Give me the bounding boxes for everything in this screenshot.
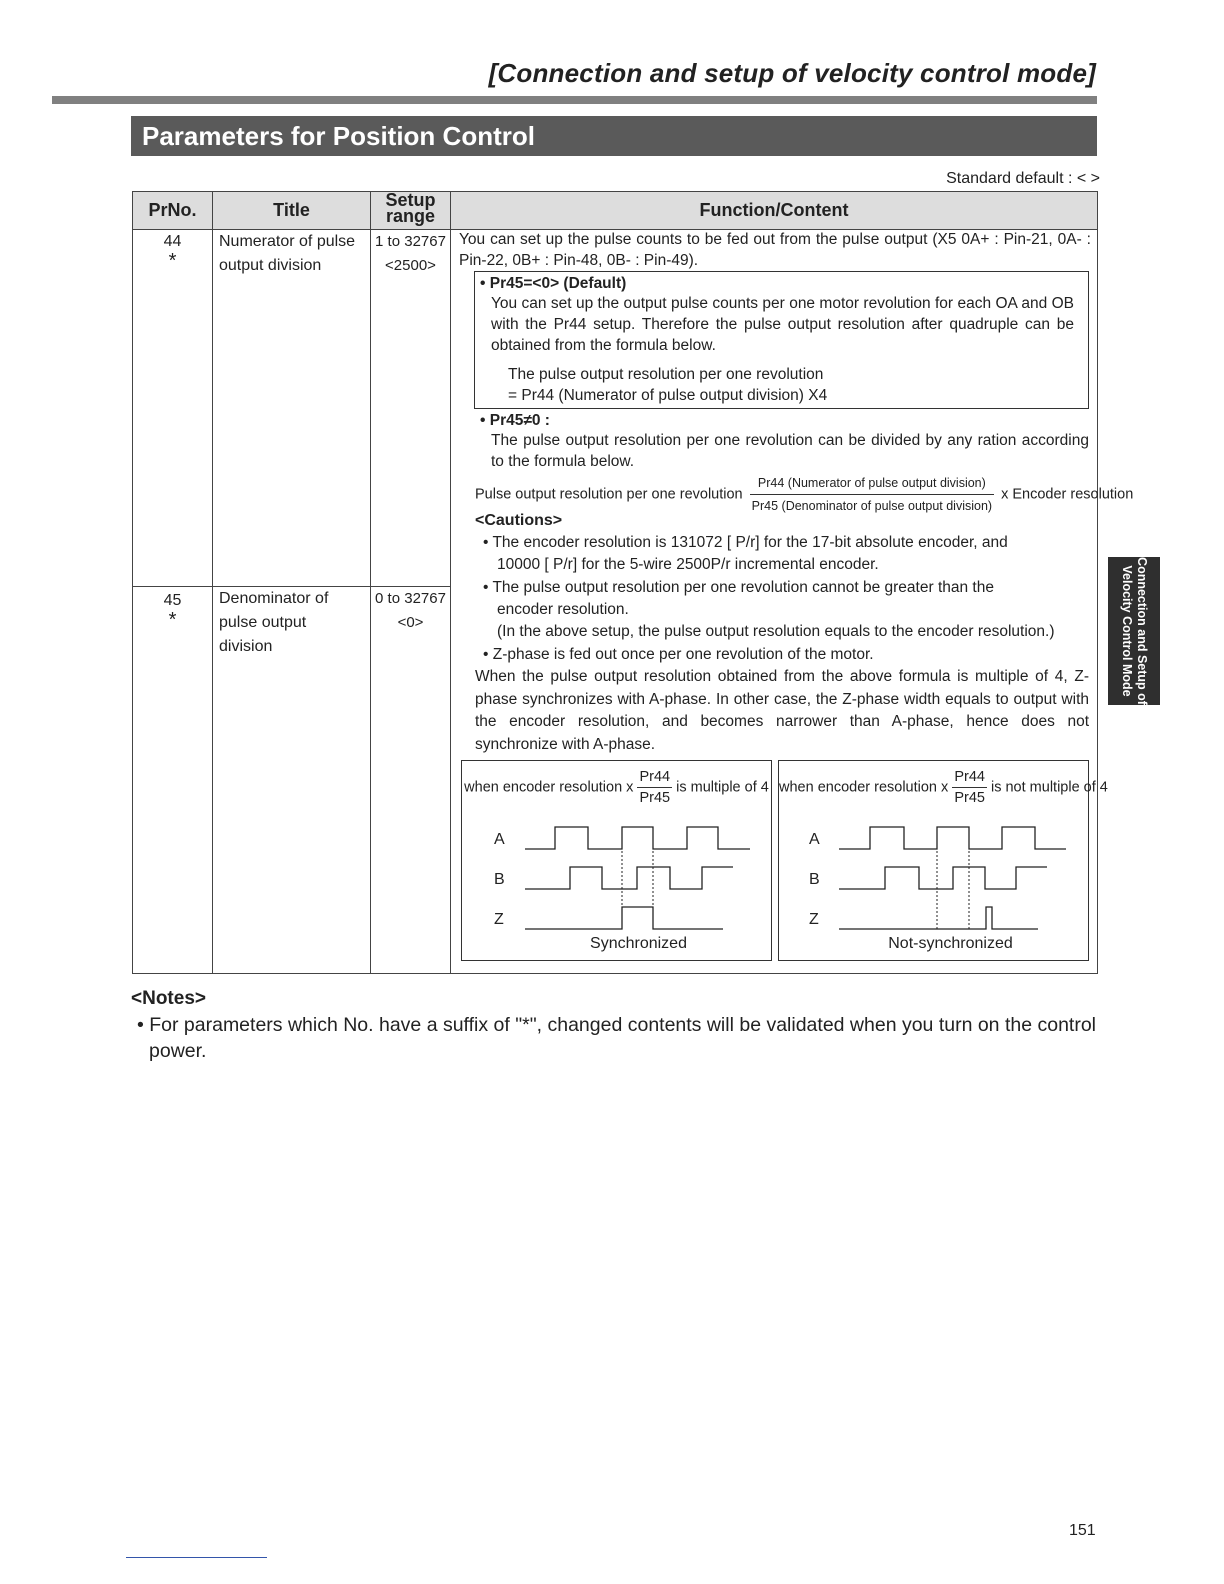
waveform-b	[839, 867, 1047, 889]
caution-4: When the pulse output resolution obtained from the above formula is multiple of 4, Z-phase synchronizes with A-phase. In other case, the Z-phase width equals to output with the encoder resolution, and becomes narrower than A-phase, hence does not synchronize with A-phase.	[475, 668, 1089, 753]
intro-text: You can set up the pulse counts to be fed out from the pulse output (X5 0A+ : Pin-21, 0A- : Pin-22, 0B+ : Pin-48, 0B- : Pin-49).	[459, 231, 1091, 269]
formula2-fraction	[750, 472, 994, 517]
table-row	[133, 230, 212, 272]
caution-2b: encoder resolution.	[497, 601, 629, 618]
range-default: <2500>	[385, 257, 436, 274]
waveform-b	[525, 867, 733, 889]
side-tab[interactable]	[1108, 557, 1160, 705]
notes-text-body: • For parameters which No. have a suffix of "*", changed contents will be validated when you turn on the control power.	[137, 1014, 1097, 1062]
standard-default-note: Standard default : < >	[946, 170, 1100, 187]
col-divider	[370, 192, 371, 973]
section-header: [Connection and setup of velocity control mode]	[488, 58, 1096, 88]
side-tab-line: Velocity Control Mode	[1120, 565, 1134, 697]
title-line: Denominator of	[219, 590, 329, 607]
diagram-prefix: when encoder resolution x	[779, 779, 949, 796]
diagram-caption: Synchronized	[590, 935, 687, 952]
timing-waveforms	[462, 761, 771, 960]
notes-heading: <Notes>	[131, 988, 206, 1009]
caution-1a: • The encoder resolution is 131072 [ P/r] for the 17-bit absolute encoder, and	[483, 534, 1008, 551]
formula2	[475, 472, 1134, 517]
formula1-line1: The pulse output resolution per one revolution	[508, 366, 824, 383]
side-tab-line: Connection and Setup of	[1135, 557, 1149, 705]
formula2-label: Pulse output resolution per one revolution	[475, 486, 743, 503]
col-divider	[450, 192, 451, 973]
header-rule	[52, 96, 1097, 104]
formula1-line2: = Pr44 (Numerator of pulse output division) X4	[508, 387, 828, 404]
fraction-numerator: Pr44	[952, 767, 987, 788]
signal-label-z: Z	[494, 911, 504, 928]
signal-label-b: B	[809, 871, 820, 888]
param-range	[371, 587, 450, 635]
caution-2a: • The pulse output resolution per one revolution cannot be greater than the	[483, 579, 994, 596]
param-suffix: *	[168, 250, 177, 272]
caution-2c: (In the above setup, the pulse output resolution equals to the encoder resolution.)	[497, 623, 1055, 640]
col-header-function: Function/Content	[699, 200, 849, 220]
diagram-prefix: when encoder resolution x	[464, 779, 634, 796]
fraction-denominator: Pr45	[639, 790, 671, 806]
fraction-numerator: Pr44	[637, 767, 672, 788]
diagram-caption: Not-synchronized	[888, 935, 1013, 952]
range-default: <0>	[397, 614, 424, 631]
waveform-z	[525, 907, 723, 929]
diagram-suffix: is not multiple of 4	[990, 779, 1108, 796]
title-line: division	[219, 638, 273, 655]
col-header-title: Title	[273, 200, 310, 220]
cautions-heading: <Cautions>	[475, 512, 563, 529]
waveform-a	[839, 827, 1066, 849]
nonzero-text: The pulse output resolution per one revolution can be divided by any ration according to the formula below.	[491, 432, 1089, 470]
col-header-prno: PrNo.	[148, 200, 197, 220]
signal-label-a: A	[809, 831, 820, 848]
range-label: range	[385, 206, 436, 226]
param-title	[219, 230, 369, 278]
param-number: 44	[163, 233, 182, 250]
timing-diagram-synchronized	[461, 760, 772, 961]
table-row	[133, 589, 212, 631]
page-title: Parameters for Position Control	[131, 116, 1097, 156]
param-suffix: *	[168, 609, 177, 631]
param-title	[219, 587, 369, 659]
title-line: pulse output	[219, 614, 307, 631]
default-heading: • Pr45=<0> (Default)	[480, 275, 627, 292]
waveform-z	[839, 907, 1038, 929]
page-number: 151	[1069, 1522, 1096, 1539]
waveform-a	[525, 827, 750, 849]
title-line: output division	[219, 257, 322, 274]
nonzero-heading: • Pr45≠0 :	[480, 412, 550, 429]
timing-waveforms	[779, 761, 1088, 960]
formula2-numerator: Pr44 (Numerator of pulse output division)	[750, 472, 994, 495]
timing-diagram-not-synchronized	[778, 760, 1108, 961]
formula2-tail: x Encoder resolution	[1001, 486, 1134, 503]
caution-3: • Z-phase is fed out once per one revolution of the motor.	[483, 646, 874, 663]
caution-1b: 10000 [ P/r] for the 5-wire 2500P/r incremental encoder.	[497, 556, 879, 573]
signal-label-b: B	[494, 871, 505, 888]
diagram-suffix: is multiple of 4	[676, 779, 769, 796]
fraction-denominator: Pr45	[954, 790, 985, 806]
col-divider	[212, 192, 213, 973]
title-line: Numerator of pulse	[219, 233, 356, 250]
range-value: 1 to 32767	[375, 233, 446, 250]
formula2-denominator: Pr45 (Denominator of pulse output division)	[751, 499, 993, 513]
notes-text	[137, 1012, 1102, 1064]
signal-label-z: Z	[809, 911, 819, 928]
signal-label-a: A	[494, 831, 505, 848]
param-number: 45	[163, 592, 182, 609]
default-text: You can set up the output pulse counts per one motor revolution for each OA and OB with the Pr44 setup. Therefore the pulse output resolution after quadruple can be obtained from the formula below.	[491, 295, 1074, 354]
setup-label: Setup	[385, 190, 436, 210]
side-tab-label	[1119, 557, 1149, 705]
range-value: 0 to 32767	[375, 590, 446, 607]
col-header-setup-range	[371, 192, 450, 224]
footer-link-line	[126, 1557, 267, 1558]
param-range	[371, 230, 450, 278]
